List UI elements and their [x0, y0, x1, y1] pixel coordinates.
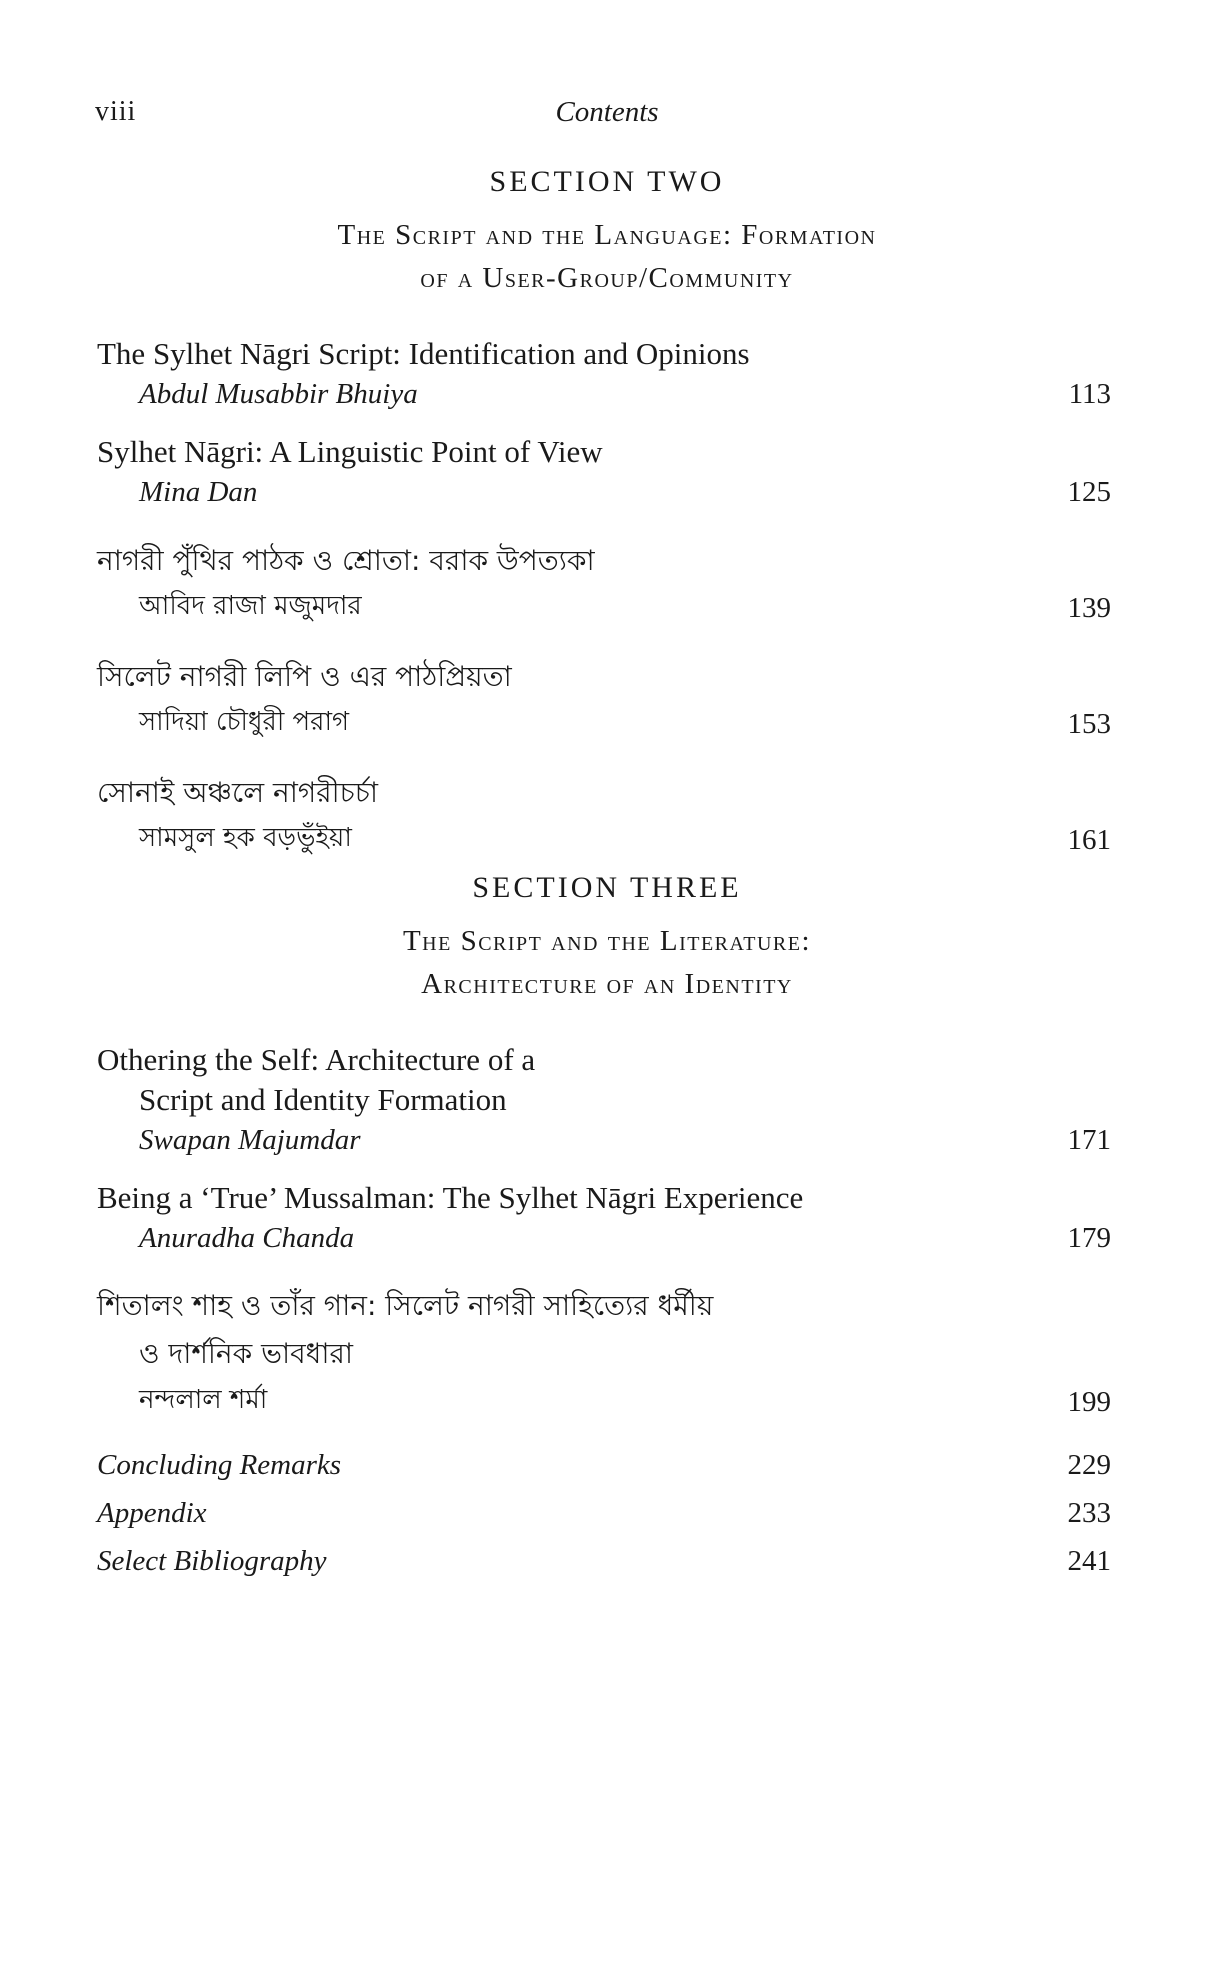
- entry-page-number: 199: [1067, 1386, 1111, 1418]
- entry-author: নন্দলাল শর্মা: [139, 1385, 268, 1415]
- toc-entry[interactable]: [97, 1178, 1111, 1258]
- entry-title: নাগরী পুঁথির পাঠক ও শ্রোতা: বরাক উপত্যকা: [97, 544, 595, 577]
- entry-page-number: 139: [1067, 592, 1111, 624]
- entry-page-number: 125: [1067, 476, 1111, 508]
- toc-entry[interactable]: [97, 654, 1111, 744]
- entry-page-number: 171: [1067, 1124, 1111, 1156]
- entry-author: Anuradha Chanda: [139, 1222, 355, 1254]
- entry-author: Mina Dan: [139, 476, 258, 508]
- section-three-title-line1: The Script and the Literature:: [402, 925, 812, 957]
- toc-entry[interactable]: [97, 1541, 1111, 1589]
- section-two-title-line2: of a User-Group/Community: [420, 262, 794, 294]
- entry-page-number: 113: [1068, 378, 1111, 410]
- page-folio: viii: [95, 96, 137, 127]
- section-two-title-line1: The Script and the Language: Formation: [337, 219, 877, 251]
- entry-title: শিতালং শাহ ও তাঁর গান: সিলেট নাগরী সাহিত্যের ধর্মীয়: [97, 1289, 714, 1322]
- entry-title-continuation: ও দার্শনিক ভাবধারা: [139, 1337, 354, 1370]
- entry-title: সিলেট নাগরী লিপি ও এর পাঠপ্রিয়তা: [97, 660, 512, 693]
- entry-author: সামসুল হক বড়ভুঁইয়া: [139, 823, 352, 853]
- entry-author: আবিদ রাজা মজুমদার: [139, 591, 362, 621]
- toc-entry[interactable]: [97, 432, 1111, 512]
- entry-title: Sylhet Nāgri: A Linguistic Point of View: [97, 434, 603, 469]
- entry-page-number: 161: [1067, 824, 1111, 856]
- running-head: Contents: [555, 96, 659, 128]
- page-header: [95, 96, 1119, 136]
- toc-entry[interactable]: [97, 1445, 1111, 1493]
- section-three-heading: [0, 870, 1214, 1006]
- section-two-label: SECTION TWO: [489, 165, 725, 198]
- entry-page-number: 153: [1067, 708, 1111, 740]
- section-three-label: SECTION THREE: [472, 871, 742, 904]
- toc-entry[interactable]: [97, 770, 1111, 860]
- entry-title: Select Bibliography: [97, 1545, 327, 1577]
- section-three-entries: [97, 1040, 1111, 1440]
- entry-title: Othering the Self: Architecture of a: [97, 1042, 536, 1077]
- toc-entry[interactable]: [97, 1040, 1111, 1160]
- toc-entry[interactable]: [97, 538, 1111, 628]
- toc-entry[interactable]: [97, 334, 1111, 414]
- entry-page-number: 241: [1067, 1545, 1111, 1577]
- entry-title: The Sylhet Nāgri Script: Identification and Opinions: [97, 336, 750, 371]
- entry-author: Swapan Majumdar: [139, 1124, 361, 1156]
- toc-entry[interactable]: [97, 1493, 1111, 1541]
- entry-author: সাদিয়া চৌধুরী পরাগ: [139, 707, 350, 737]
- entry-page-number: 179: [1067, 1222, 1111, 1254]
- entry-title: সোনাই অঞ্চলে নাগরীচর্চা: [97, 776, 378, 809]
- entry-title: Concluding Remarks: [97, 1449, 342, 1481]
- section-three-title-line2: Architecture of an Identity: [421, 968, 793, 1000]
- entry-page-number: 233: [1067, 1497, 1111, 1529]
- entry-title: Being a ‘True’ Mussalman: The Sylhet Nāgri Experience: [97, 1180, 804, 1215]
- section-two-entries: [97, 334, 1111, 878]
- back-matter: [97, 1445, 1111, 1589]
- entry-title-continuation: Script and Identity Formation: [139, 1082, 507, 1117]
- entry-author: Abdul Musabbir Bhuiya: [139, 378, 418, 410]
- entry-page-number: 229: [1067, 1449, 1111, 1481]
- section-two-heading: [0, 164, 1214, 300]
- toc-entry[interactable]: [97, 1282, 1111, 1422]
- entry-title: Appendix: [97, 1497, 207, 1529]
